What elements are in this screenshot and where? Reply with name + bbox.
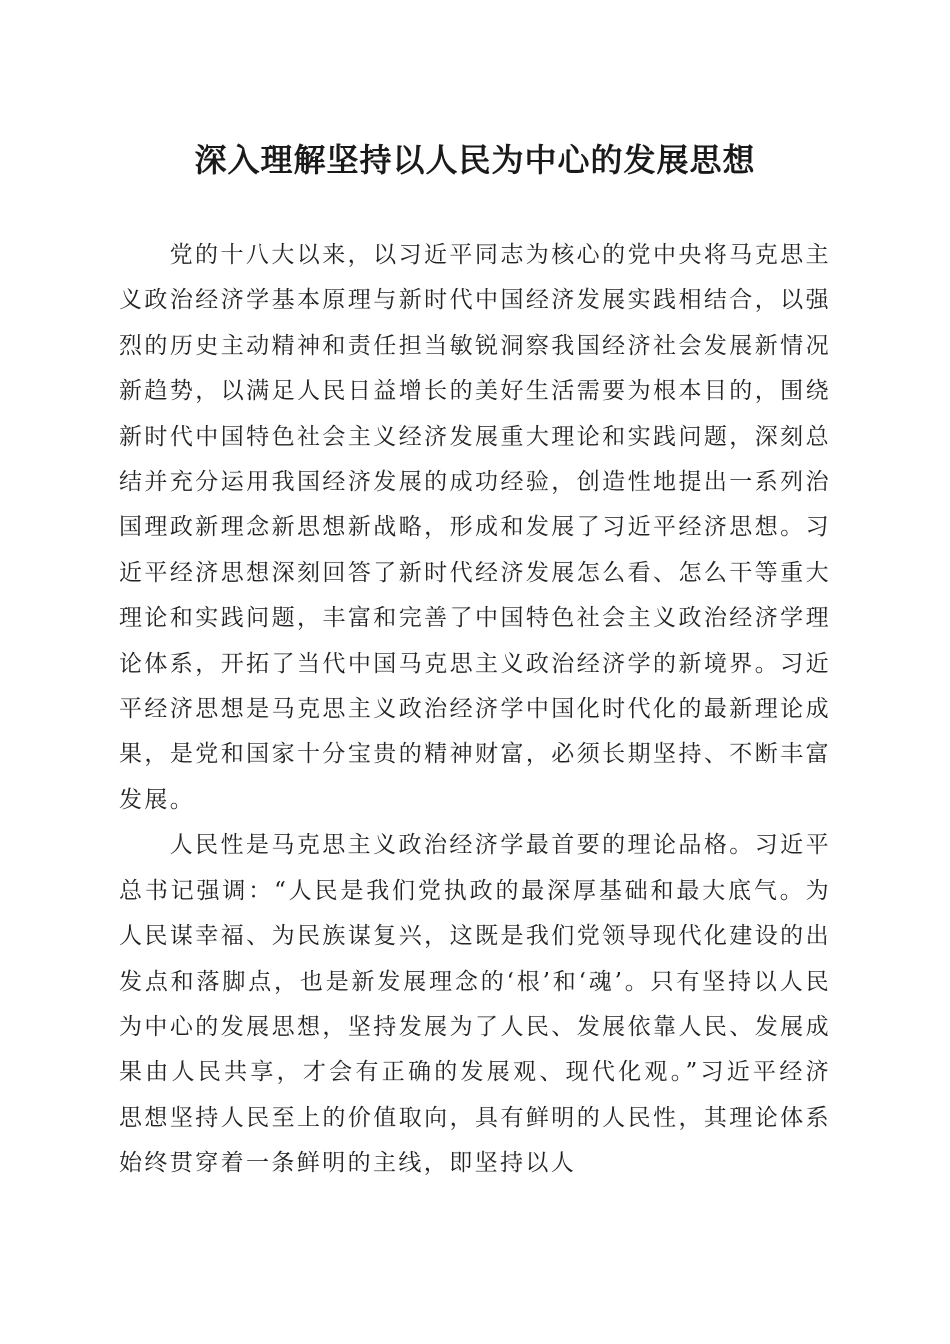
page-title: 深入理解坚持以人民为中心的发展思想: [194, 141, 756, 179]
document-body: [119, 233, 831, 1187]
paragraph-1: 党的十八大以来，以习近平同志为核心的党中央将马克思主义政治经济学基本原理与新时代中国经济发展实践相结合，以强烈的历史主动精神和责任担当敏锐洞察我国经济社会发展新情况新趋势，以满足人民日益增长的美好生活需要为根本目的，围绕新时代中国特色社会主义经济发展重大理论和实践问题，深刻总结并充分运用我国经济发展的成功经验，创造性地提出一系列治国理政新理念新思想新战略，形成和发展了习近平经济思想。习近平经济思想深刻回答了新时代经济发展怎么看、怎么干等重大理论和实践问题，丰富和完善了中国特色社会主义政治经济学理论体系，开拓了当代中国马克思主义政治经济学的新境界。习近平经济思想是马克思主义政治经济学中国化时代化的最新理论成果，是党和国家十分宝贵的精神财富，必须长期坚持、不断丰富发展。: [119, 242, 831, 813]
paragraph-2: 人民性是马克思主义政治经济学最首要的理论品格。习近平总书记强调：“人民是我们党执政的最深厚基础和最大底气。为人民谋幸福、为民族谋复兴，这既是我们党领导现代化建设的出发点和落脚点，也是新发展理念的‘根’和‘魂’。只有坚持以人民为中心的发展思想，坚持发展为了人民、发展依靠人民、发展成果由人民共享，才会有正确的发展观、现代化观。”习近平经济思想坚持人民至上的价值取向，具有鲜明的人民性，其理论体系始终贯穿着一条鲜明的主线，即坚持以人: [119, 832, 831, 1177]
